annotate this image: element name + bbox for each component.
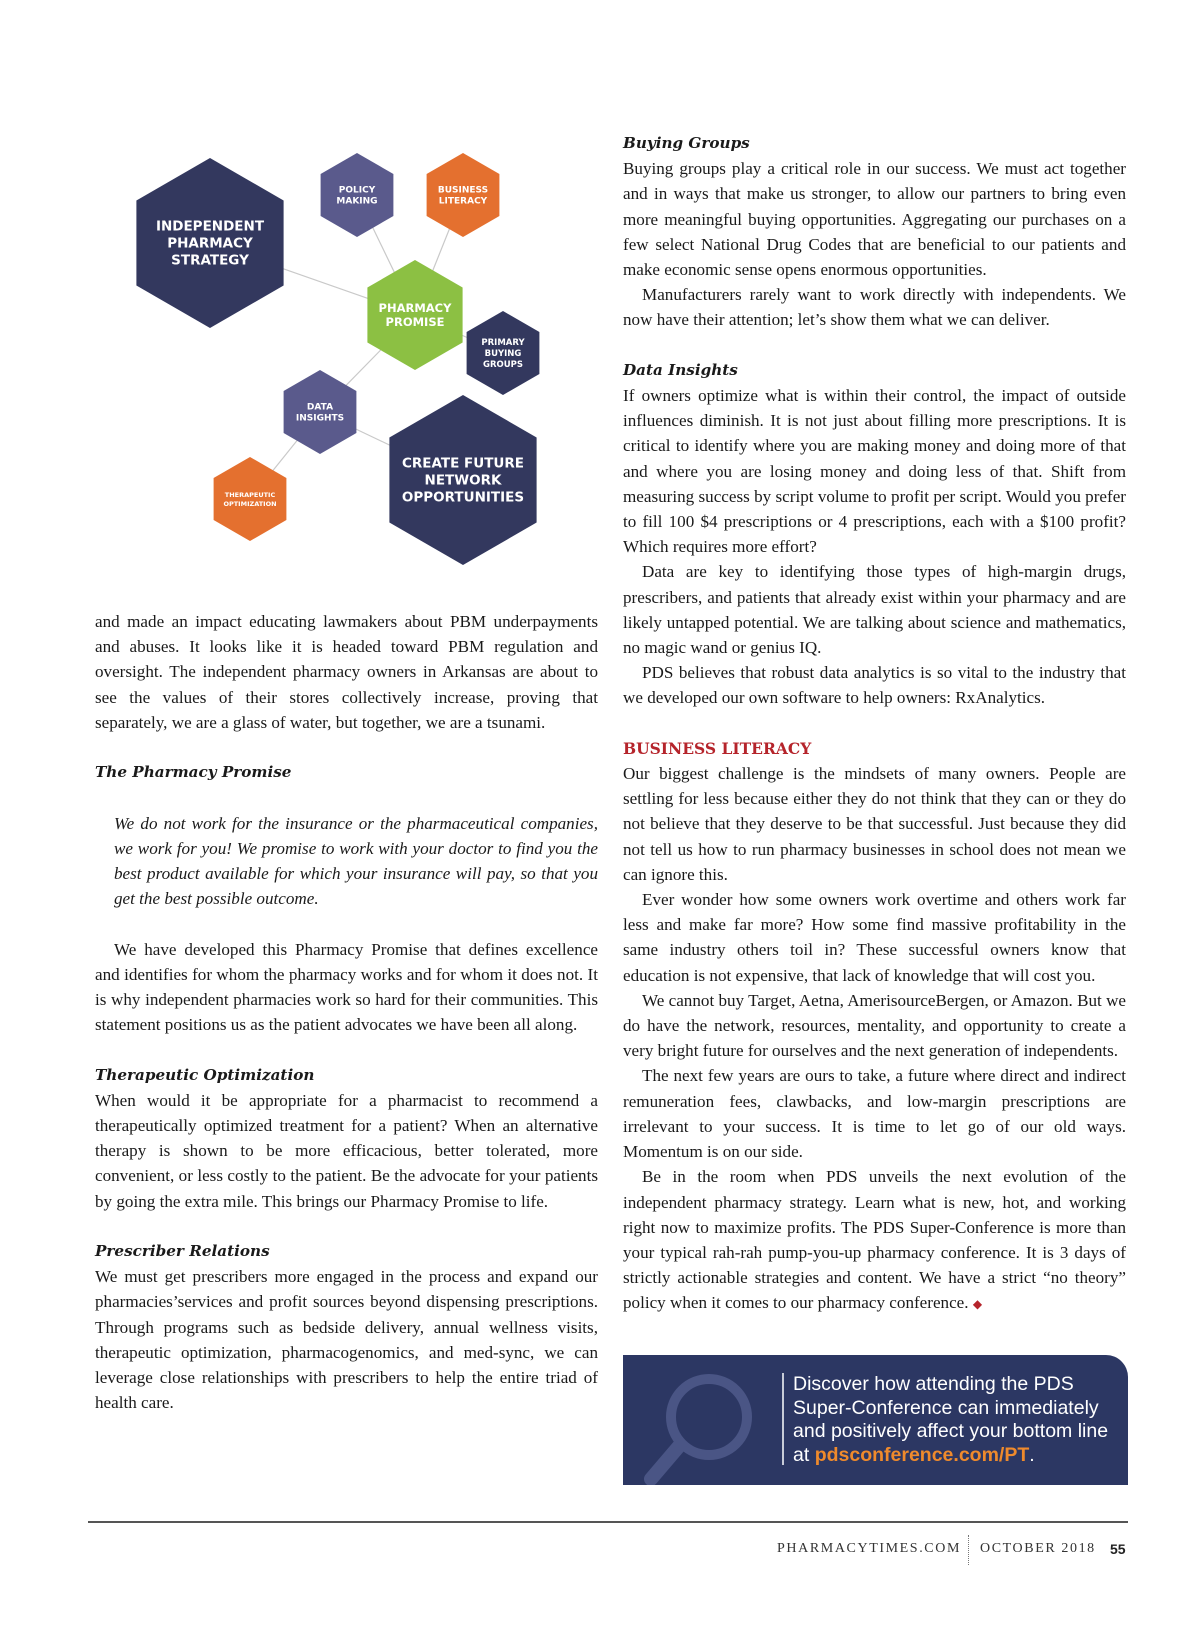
data-insights-heading: Data Insights [623,360,738,379]
magnifying-glass-icon [633,1363,783,1485]
ad-divider [782,1373,784,1465]
buying-groups-heading: Buying Groups [623,134,750,152]
promise-body: We have developed this Pharmacy Promise that defines excellence and identifies for whom the pharmacy works and for whom it does not. It is why independent pharmacies work so hard for their communities. This statement positions us as the patient advocates we have been all along. [95,939,598,1035]
hex-label-promise: PHARMACY PROMISE [378,301,452,329]
footer-rule [88,1521,1128,1523]
hex-label-primary: PRIMARY BUYING GROUPS [481,338,525,370]
pharmacy-promise-heading: The Pharmacy Promise [95,763,292,782]
page-number: 55 [1110,1541,1126,1557]
buying-paragraph-1: Buying groups play a critical role in our success. We must act together and in ways that make us stronger, to allow our partners to bring even more meaningful buying opportunities. Aggregating our purchases on a few select National Drug Codes that are beneficial to our patients and make economic sense opens enormous opportunities. [623,159,1126,280]
ad-message: Discover how attending the PDS Super-Conference can immediately and positively affect your bottom line at [793,1373,1109,1466]
footer-site[interactable]: PHARMACYTIMES.COM [777,1541,961,1556]
hex-label-data: DATA INSIGHTS [295,402,345,424]
hex-label-therapeutic: THERAPEUTIC OPTIMIZATION [223,490,277,508]
left-column [95,609,598,1415]
intro-paragraph: and made an impact educating lawmakers about PBM underpayments and abuses. It looks like it is headed toward PBM regulation and oversight. The independent pharmacy owners in Arkansas are about to see the values of their stores collectively increase, proving that separately, we are a glass of water, but together, we are a tsunami. [95,612,598,732]
promise-quote-text: We do not work for the insurance or the pharmaceutical companies, we work for you! We promise to work with your doctor to find you the best product available for which your insurance will pay, so that you get the best possible outcome. [114,813,598,909]
hex-label-network: CREATE FUTURE NETWORK OPPORTUNITIES [401,455,525,506]
footer-date: OCTOBER 2018 [980,1541,1096,1556]
business-paragraph-5 [623,1164,1126,1317]
footer-separator [968,1535,969,1565]
business-paragraph-4: The next few years are ours to take, a future where direct and indirect remuneration fees, clawbacks, and low-margin prescriptions are irrelevant to your success. It is time to let go of our old ways. Momentum is on our side. [623,1066,1126,1162]
conference-ad[interactable] [623,1355,1128,1485]
page-footer [0,1539,1200,1563]
ad-text [793,1373,1118,1467]
data-paragraph-1: If owners optimize what is within their control, the impact of outside influences diminish. It is not just about filling more prescriptions. It is critical to identify where you are making money and doing more of that and where you are losing money and doing less of that. Shift from measuring success by script volume to profit per script. Would you prefer to fill 100 $4 prescriptions or 4 prescriptions, each with a $100 profit? Which requires more effort? [623,386,1126,557]
ad-tail: . [1029,1443,1035,1466]
therapeutic-body: When would it be appropriate for a pharmacist to recommend a therapeutically optimized treatment for a patient? When an alternative therapy is shown to be more efficacious, better tolerated, more convenient, or less costly to the patient. Be the advocate for your patients by going the extra mile. This brings our Pharmacy Promise to life. [95,1090,598,1211]
end-mark-icon: ◆ [972,1297,983,1312]
therapeutic-optimization-heading: Therapeutic Optimization [95,1065,315,1084]
business-paragraph-2: Ever wonder how some owners work overtime and others work far less and make far more? How some find massive profitability in the same industry others toil in? These successful owners know that education is not expensive, that lack of knowledge that will cost you. [623,890,1126,985]
hexagon-diagram [120,140,570,600]
buying-paragraph-2: Manufacturers rarely want to work directly with independents. We now have their attention; let’s show them what we can deliver. [623,285,1126,330]
right-column [623,131,1126,1318]
business-paragraph-1: Our biggest challenge is the mindsets of many owners. People are settling for less because either they do not think that they can or they do not believe that they deserve to be that successful. Just because they did not tell us how to run pharmacy businesses in school does not mean we can ignore this. [623,764,1126,884]
prescriber-body: We must get prescribers more engaged in the process and expand our pharmacies’services and profit sources beyond dispensing prescriptions. Through programs such as bedside delivery, annual wellness visits, therapeutic optimization, pharmacogenomics, and med-sync, we can leverage close relationships with prescribers to help the entire triad of health care. [95,1267,598,1413]
data-paragraph-3: PDS believes that robust data analytics is so vital to the industry that we developed our own software to help owners: RxAnalytics. [623,663,1126,708]
data-paragraph-2: Data are key to identifying those types of high-margin drugs, prescribers, and patients that already exist within your pharmacy and are likely untapped potential. We are talking about science and mathematics, no magic wand or genius IQ. [623,562,1126,658]
hex-label-independent: INDEPENDENT PHARMACY STRATEGY [155,218,265,269]
hex-label-policy: POLICY MAKING [336,185,378,207]
business-literacy-heading: BUSINESS LITERACY [623,738,812,758]
business-paragraph-5-text: Be in the room when PDS unveils the next evolution of the independent pharmacy strategy. Learn what is new, hot, and working right now to maximize profits. The PDS Super-Conference is more than your typical rah-rah pump-you-up pharmacy conference. It is 3 days of strictly actionable strategies and content. We have a strict “no theory” policy when it comes to our pharmacy conference. [623,1167,1126,1313]
business-paragraph-3: We cannot buy Target, Aetna, AmerisourceBergen, or Amazon. But we do have the network, resources, mentality, and opportunity to create a very bright future for ourselves and the next generation of independents. [623,990,1126,1061]
hex-label-business: BUSINESS LITERACY [437,185,489,207]
prescriber-relations-heading: Prescriber Relations [95,1242,270,1260]
strategy-diagram [120,140,570,600]
pharmacy-promise-quote [114,811,598,912]
conference-link[interactable]: pdsconference.com/PT [814,1443,1030,1466]
